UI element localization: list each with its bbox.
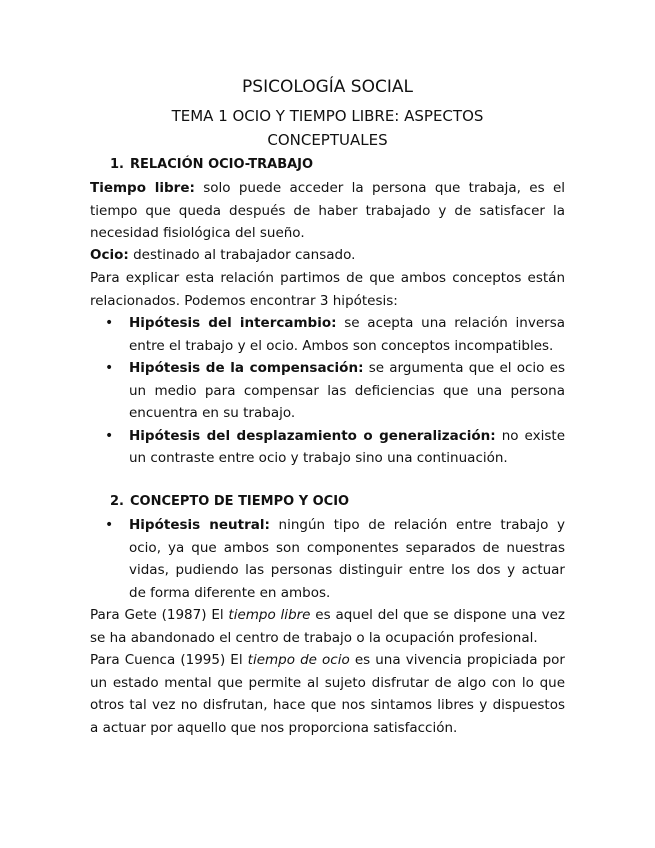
bullet-text: no existe un contraste entre ocio y trabajo sino una continuación. xyxy=(129,427,565,466)
neutral-hypothesis-list xyxy=(105,514,565,604)
bullet-term: Hipótesis de la compensación: xyxy=(129,360,364,376)
bullet-icon: • xyxy=(105,315,114,331)
section-1-heading xyxy=(110,156,313,174)
list-item xyxy=(105,357,565,425)
bullet-icon: • xyxy=(105,360,114,376)
document-title: PSICOLOGÍA SOCIAL xyxy=(242,77,413,97)
tiempo-libre-definition xyxy=(90,177,565,245)
list-item xyxy=(105,514,565,604)
gete-after: es aquel del que se dispone una vez se ha abandonado el centro de trabajo o la ocupación profesional. xyxy=(90,607,565,646)
bullet-text: se acepta una relación inversa entre el trabajo y el ocio. Ambos son conceptos incompatibles. xyxy=(129,315,565,354)
section-2-number: 2. xyxy=(110,494,124,509)
bullet-icon: • xyxy=(105,427,114,444)
bullet-text: se argumenta que el ocio es un medio para compensar las deficiencias que una persona encuentra en su trabajo. xyxy=(129,360,565,421)
document-subtitle: TEMA 1 OCIO Y TIEMPO LIBRE: ASPECTOS CONCEPTUALES xyxy=(171,107,484,149)
tiempo-libre-term: Tiempo libre: xyxy=(90,180,195,196)
bullet-icon: • xyxy=(105,517,114,533)
bullet-text: ningún tipo de relación entre trabajo y ocio, ya que ambos son componentes separados de nuestras vidas, pudiendo las personas distinguir entre los dos y actuar de forma diferente en ambos. xyxy=(129,517,566,601)
cuenca-before: Para Cuenca (1995) El xyxy=(90,652,248,668)
cuenca-italic: tiempo de ocio xyxy=(247,652,350,668)
ocio-definition xyxy=(90,244,565,267)
list-item xyxy=(105,312,565,357)
bullet-term: Hipótesis del desplazamiento o generalización: xyxy=(129,427,496,444)
gete-before: Para Gete (1987) El xyxy=(90,607,229,623)
list-item xyxy=(105,425,565,470)
gete-paragraph xyxy=(90,604,565,649)
gete-italic: tiempo libre xyxy=(228,607,311,623)
tiempo-libre-text: solo puede acceder la persona que trabaja, es el tiempo que queda después de haber trabajado y de satisfacer la necesidad fisiológica del sueño. xyxy=(90,180,566,241)
bullet-term: Hipótesis del intercambio: xyxy=(129,315,337,331)
section-1-intro: Para explicar esta relación partimos de que ambos conceptos están relacionados. Podemos encontrar 3 hipótesis: xyxy=(90,270,565,309)
section-2-title: CONCEPTO DE TIEMPO Y OCIO xyxy=(130,494,350,509)
ocio-term: Ocio: xyxy=(90,247,129,263)
cuenca-after: es una vivencia propiciada por un estado mental que permite al sujeto disfrutar de algo con lo que otros tal vez no disfrutan, hace que nos sintamos libres y dispuestos a actuar por aquello que nos proporciona satisfacción. xyxy=(90,652,565,736)
section-2-heading xyxy=(110,493,349,511)
ocio-text: destinado al trabajador cansado. xyxy=(128,247,356,263)
section-1-title: RELACIÓN OCIO-TRABAJO xyxy=(130,157,314,172)
bullet-term: Hipótesis neutral: xyxy=(129,517,270,533)
section-1-number: 1. xyxy=(110,157,124,172)
hypothesis-list xyxy=(105,312,565,470)
cuenca-paragraph xyxy=(90,649,565,739)
